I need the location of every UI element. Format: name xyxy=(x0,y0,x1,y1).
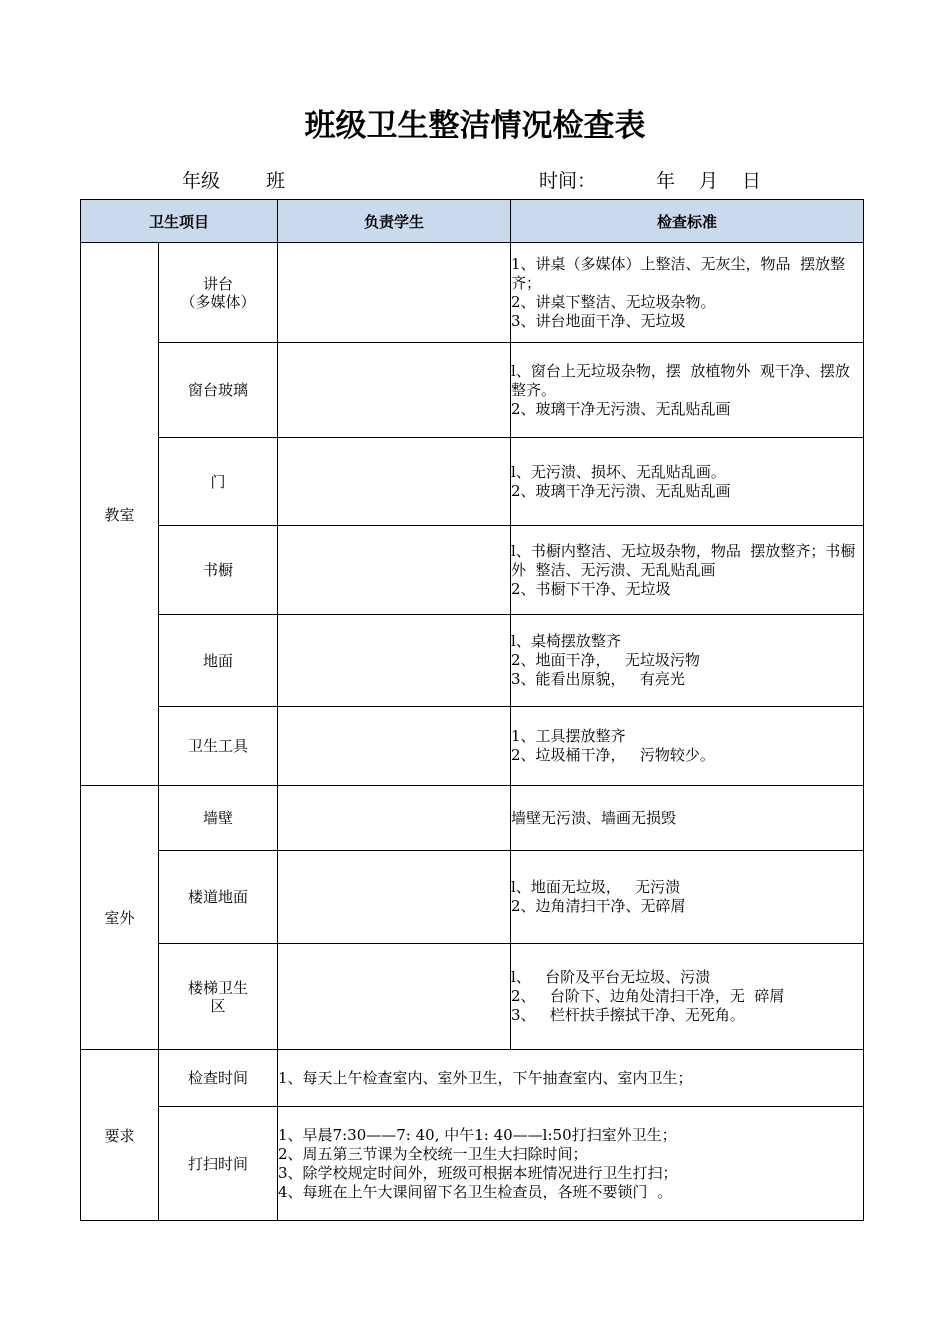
section-outdoor: 室外 xyxy=(81,786,159,1050)
table-row xyxy=(81,526,864,615)
table-row xyxy=(81,851,864,944)
item-cell: 楼道地面 xyxy=(159,851,278,944)
header-student: 负责学生 xyxy=(278,200,511,243)
item-cell: 检查时间 xyxy=(159,1050,278,1107)
table-row xyxy=(81,707,864,786)
student-cell[interactable] xyxy=(278,438,511,526)
item-cell: 卫生工具 xyxy=(159,707,278,786)
standard-cell: l、无污溃、损坏、无乱贴乱画。 2、玻璃干净无污溃、无乱贴乱画 xyxy=(511,438,864,526)
student-cell[interactable] xyxy=(278,526,511,615)
requirement-cell: 1、早晨7:30——7: 40, 中午1: 40——l:50打扫室外卫生； 2、周五第三节课为全校统一卫生大扫除时间； 3、除学校规定时间外，班级可根据本班情况进行卫生打扫； 4、每班在上午大课间留下名卫生检查员，各班不要锁门 。 xyxy=(278,1107,864,1221)
student-cell[interactable] xyxy=(278,243,511,343)
month-label: 月 xyxy=(699,170,719,192)
section-classroom: 教室 xyxy=(81,243,159,786)
item-cell: 讲台 （多媒体） xyxy=(159,243,278,343)
grade-label: 年级 xyxy=(182,170,221,192)
student-cell[interactable] xyxy=(278,851,511,944)
class-label: 班 xyxy=(266,170,286,192)
header-standard: 检查标准 xyxy=(511,200,864,243)
item-cell: 窗台玻璃 xyxy=(159,343,278,438)
item-cell: 墙壁 xyxy=(159,786,278,851)
student-cell[interactable] xyxy=(278,343,511,438)
table-row xyxy=(81,786,864,851)
table-row xyxy=(81,343,864,438)
student-cell[interactable] xyxy=(278,786,511,851)
table-row xyxy=(81,1050,864,1107)
table-row xyxy=(81,438,864,526)
standard-cell: l、书橱内整洁、无垃圾杂物，物品 摆放整齐；书橱外 整洁、无污溃、无乱贴乱画 2、书橱下干净、无垃圾 xyxy=(511,526,864,615)
standard-cell: l、桌椅摆放整齐 2、地面干净， 无垃圾污物 3、能看出原貌， 有亮光 xyxy=(511,615,864,707)
time-label: 时间： xyxy=(539,170,597,192)
item-cell: 地面 xyxy=(159,615,278,707)
standard-cell: 1、讲桌（多媒体）上整洁、无灰尘，物品 摆放整齐； 2、讲桌下整洁、无垃圾杂物。 3、讲台地面干净、无垃圾 xyxy=(511,243,864,343)
section-requirements: 要求 xyxy=(81,1050,159,1221)
student-cell[interactable] xyxy=(278,615,511,707)
table-row xyxy=(81,243,864,343)
inspection-table xyxy=(80,199,864,1221)
standard-cell: 墙壁无污溃、墙画无损毁 xyxy=(511,786,864,851)
table-row xyxy=(81,944,864,1050)
item-cell: 门 xyxy=(159,438,278,526)
student-cell[interactable] xyxy=(278,944,511,1050)
standard-cell: 1、工具摆放整齐 2、垃圾桶干净， 污物较少。 xyxy=(511,707,864,786)
table-row xyxy=(81,1107,864,1221)
table-row xyxy=(81,615,864,707)
standard-cell: l、窗台上无垃圾杂物，摆 放植物外 观干净、摆放整齐。 2、玻璃干净无污溃、无乱贴乱画 xyxy=(511,343,864,438)
requirement-cell: 1、每天上午检查室内、室外卫生，下午抽查室内、室内卫生； xyxy=(278,1050,864,1107)
standard-cell: l、地面无垃圾， 无污溃 2、边角清扫干净、无碎屑 xyxy=(511,851,864,944)
header-item: 卫生项目 xyxy=(81,200,278,243)
page-title: 班级卫生整洁情况检查表 xyxy=(304,108,646,144)
year-label: 年 xyxy=(656,170,676,192)
item-cell: 打扫时间 xyxy=(159,1107,278,1221)
item-cell: 楼梯卫生 区 xyxy=(159,944,278,1050)
student-cell[interactable] xyxy=(278,707,511,786)
day-label: 日 xyxy=(742,170,762,192)
standard-cell: l、 台阶及平台无垃圾、污溃 2、 台阶下、边角处清扫干净，无 碎屑 3、 栏杆扶手擦拭干净、无死角。 xyxy=(511,944,864,1050)
header-row xyxy=(81,200,864,243)
item-cell: 书橱 xyxy=(159,526,278,615)
